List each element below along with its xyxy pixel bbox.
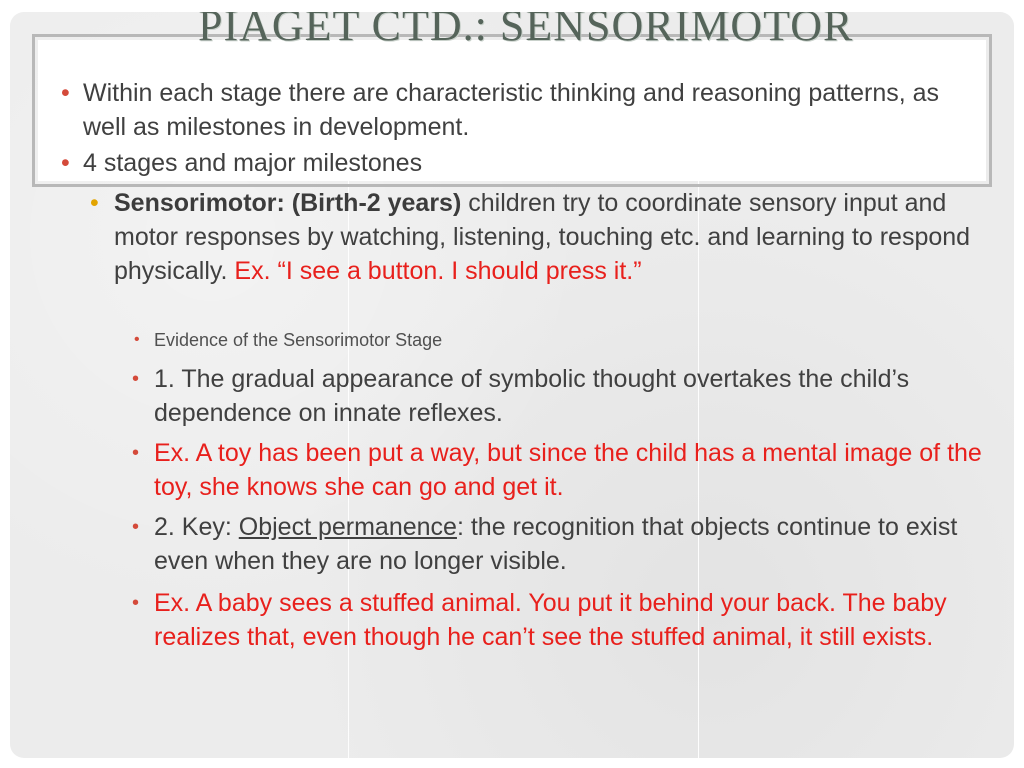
bullet-dot: • [132,516,140,538]
bullet-text: : the recognition that objects continue to exist even when they are no longer visible. [154,513,958,575]
bullet-dot: • [61,79,70,107]
slide [10,12,1014,758]
bullet-dot: • [132,442,140,464]
bullet-dot: • [134,331,140,348]
example-text: Ex. A baby sees a stuffed animal. You put it behind your back. The baby realizes that, even though he can’t see the stuffed animal, it still exists. [154,589,947,651]
bullet-dot: • [61,149,70,177]
bullet-text: 4 stages and major milestones [83,149,423,177]
bullet-item [90,186,994,288]
bullet-item [61,146,973,180]
bullet-item [61,76,973,144]
example-text: Ex. “I see a button. I should press it.” [234,257,642,285]
bullet-item [134,328,994,352]
bullet-item [132,436,984,504]
bullet-text: Within each stage there are characteristic thinking and reasoning patterns, as well as milestones in development. [83,79,940,141]
slide-title: PIAGET CTD.: SENSORIMOTOR [198,12,854,50]
stage-name: Sensorimotor: (Birth-2 years) [114,189,462,217]
bullet-item [132,510,984,578]
bullet-item [132,362,984,430]
bullet-dot: • [90,189,99,217]
bullet-dot: • [132,592,140,614]
bullet-dot: • [132,368,140,390]
bullet-text: children try to coordinate sensory input and motor responses by watching, listening, touching etc. and learning to respond physically. [114,189,971,285]
bullet-text: 2. Key: [154,513,239,541]
key-term: Object permanence [238,513,457,541]
bullet-item [132,586,984,654]
bullet-text: 1. The gradual appearance of symbolic thought overtakes the child’s dependence on innate reflexes. [154,365,910,427]
bullet-text: Evidence of the Sensorimotor Stage [154,330,443,350]
example-text: Ex. A toy has been put a way, but since the child has a mental image of the toy, she knows she can go and get it. [154,439,982,501]
